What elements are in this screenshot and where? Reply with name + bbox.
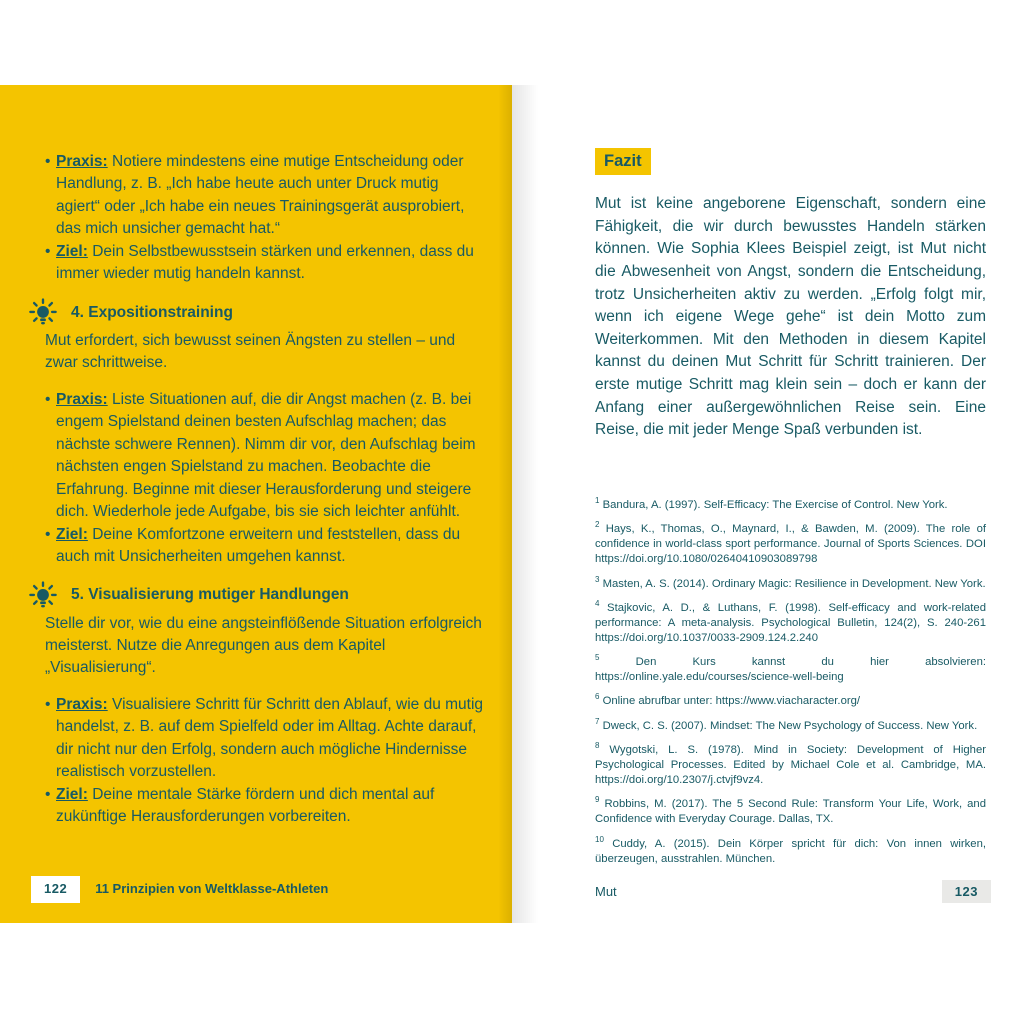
left-page xyxy=(0,85,512,923)
bullet-text: Notiere mindestens eine mutige Entscheidung oder Handlung, z. B. „Ich habe heute auch unter Druck mutig agiert“ oder „Ich habe ein neues Trainingsgerät ausprobiert, das mich unsicher gemacht hat.“ xyxy=(56,153,465,238)
footnote-text: Bandura, A. (1997). Self-Efficacy: The Exercise of Control. New York. xyxy=(602,498,948,511)
book-spread xyxy=(0,85,1024,923)
bullet-text: Liste Situationen auf, die dir Angst machen (z. B. bei engem Spielstand deinen besten Aufschlag machen; das nächste schwere Rennen). Nimm dir vor, den Aufschlag beim nächsten engen Spielstand zu machen. Beobachte die Erfahrung. Beginne mit dieser Herausforderung und steigere dich. Wiederhole jede Aufgabe, bis sie sich leichter anfühlt. xyxy=(56,390,476,521)
section-5-heading-row xyxy=(28,581,484,611)
section-5-bullet-list xyxy=(45,694,484,829)
list-item-ziel xyxy=(45,784,484,829)
list-item-praxis xyxy=(45,694,484,784)
bullet-label: Ziel: xyxy=(56,242,88,260)
footnote-text: Den Kurs kannst du hier absolvieren: https://online.yale.edu/courses/science-well-being xyxy=(595,656,987,684)
intro-bullet-list xyxy=(45,151,484,286)
footnote xyxy=(595,743,986,788)
footnote-number: 9 xyxy=(595,795,600,805)
footnote-text: Hays, K., Thomas, O., Maynard, I., & Bawden, M. (2009). The role of confidence in world-class sport performance. Journal of Sports Sciences. DOI https://doi.org/10.1080/02640410903089798 xyxy=(595,523,986,566)
fazit-heading: Fazit xyxy=(595,148,651,175)
footnote-text: Masten, A. S. (2014). Ordinary Magic: Resilience in Development. New York. xyxy=(602,577,986,590)
footnote-number: 4 xyxy=(595,599,600,609)
page-number-right: 123 xyxy=(942,880,991,903)
bullet-text: Deine mentale Stärke fördern und dich mental auf zukünftige Herausforderungen vorbereiten. xyxy=(56,785,435,826)
footnote xyxy=(595,694,986,709)
footnote-number: 8 xyxy=(595,741,600,751)
footnote xyxy=(595,655,986,685)
running-section-title: Mut xyxy=(595,884,617,899)
bullet-text: Dein Selbstbewusstsein stärken und erkennen, dass du immer wieder mutig handeln kannst. xyxy=(56,242,474,283)
footnote xyxy=(595,601,986,646)
bullet-text: Visualisiere Schritt für Schritt den Ablauf, wie du mutig handelst, z. B. auf dem Spielfeld oder im Alltag. Achte darauf, dir nicht nur den Erfolg, sondern auch mögliche Hindernisse realistisch vorzustellen. xyxy=(56,695,484,781)
footnote-number: 5 xyxy=(595,653,600,663)
bullet-label: Praxis: xyxy=(56,153,108,170)
footnote xyxy=(595,797,986,827)
bullet-label: Ziel: xyxy=(56,525,88,543)
section-5-title: 5. Visualisierung mutiger Handlungen xyxy=(71,586,349,604)
footnote xyxy=(595,522,986,567)
bullet-label: Praxis: xyxy=(56,390,108,408)
footnote-text: Wygotski, L. S. (1978). Mind in Society: Development of Higher Psychological Processes. Edited by Michael Cole et al. Cambridge, MA. https://doi.org/10.2307/j.ctvjf9vz4. xyxy=(595,744,986,787)
footnote xyxy=(595,719,986,734)
running-chapter-title: 11 Prinzipien von Weltklasse-Athleten xyxy=(95,881,329,897)
page-number-left: 122 xyxy=(31,876,80,903)
left-page-footer xyxy=(31,876,328,903)
footnote-number: 7 xyxy=(595,717,600,727)
section-5-intro: Stelle dir vor, wie du eine angsteinflößende Situation erfolgreich meisterst. Nutze die Anregungen aus dem Kapitel „Visualisierung“. xyxy=(45,614,482,677)
footnote-text: Stajkovic, A. D., & Luthans, F. (1998). Self-efficacy and work-related performance: A meta-analysis. Psychological Bulletin, 124(2), S. 240-261 https://doi.org/10.1037/0033-2909.124.2.240 xyxy=(595,601,986,644)
lightbulb-icon xyxy=(28,298,58,328)
section-4-bullet-list xyxy=(45,389,484,569)
footnote-number: 1 xyxy=(595,496,600,506)
section-4-intro: Mut erfordert, sich bewusst seinen Ängsten zu stellen – und zwar schrittweise. xyxy=(45,331,456,372)
lightbulb-icon xyxy=(28,581,58,611)
footnote-number: 2 xyxy=(595,520,600,530)
list-item-praxis xyxy=(45,151,484,241)
list-item-praxis xyxy=(45,389,484,524)
footnote-text: Dweck, C. S. (2007). Mindset: The New Psychology of Success. New York. xyxy=(602,719,978,732)
bullet-label: Ziel: xyxy=(56,785,88,803)
footnote-number: 3 xyxy=(595,574,600,584)
list-item-ziel xyxy=(45,524,484,569)
footnote-number: 6 xyxy=(595,692,600,702)
footnote-text: Online abrufbar unter: https://www.viacharacter.org/ xyxy=(602,695,861,708)
list-item-ziel xyxy=(45,241,484,286)
footnote xyxy=(595,837,986,867)
right-page xyxy=(512,85,1024,923)
footnote-number: 10 xyxy=(595,835,604,845)
bullet-label: Praxis: xyxy=(56,695,108,713)
right-page-footer xyxy=(595,880,991,903)
footnote xyxy=(595,498,986,513)
section-4-title: 4. Expositionstraining xyxy=(71,303,233,321)
footnote xyxy=(595,574,986,592)
footnotes-list xyxy=(595,498,986,867)
bullet-text: Deine Komfortzone erweitern und feststellen, dass du auch mit Unsicherheiten umgehen kannst. xyxy=(56,525,461,566)
fazit-paragraph: Mut ist keine angeborene Eigenschaft, sondern eine Fähigkeit, die wir durch bewusstes Handeln stärken können. Wie Sophia Klees Beispiel zeigt, ist Mut nicht die Abwesenheit von Angst, sondern die Entscheidung, trotz Unsicherheiten aktiv zu werden. „Erfolg folgt mir, wenn ich eigene Wege gehe“ ist dein Motto zum Weiterkommen. Mit den Methoden in diesem Kapitel kannst du deinen Mut Schritt für Schritt trainieren. Der erste mutige Schritt mag klein sein – doch er kann der Anfang einer außergewöhnlichen Reise sein. Eine Reise, die mit jeder Menge Spaß verbunden ist. xyxy=(595,195,986,439)
footnote-text: Cuddy, A. (2015). Dein Körper spricht für dich: Von innen wirken, überzeugen, ausstrahlen. München. xyxy=(595,837,987,865)
footnote-text: Robbins, M. (2017). The 5 Second Rule: Transform Your Life, Work, and Confidence with Everyday Courage. Dallas, TX. xyxy=(595,798,986,826)
section-4-heading-row xyxy=(28,298,484,328)
